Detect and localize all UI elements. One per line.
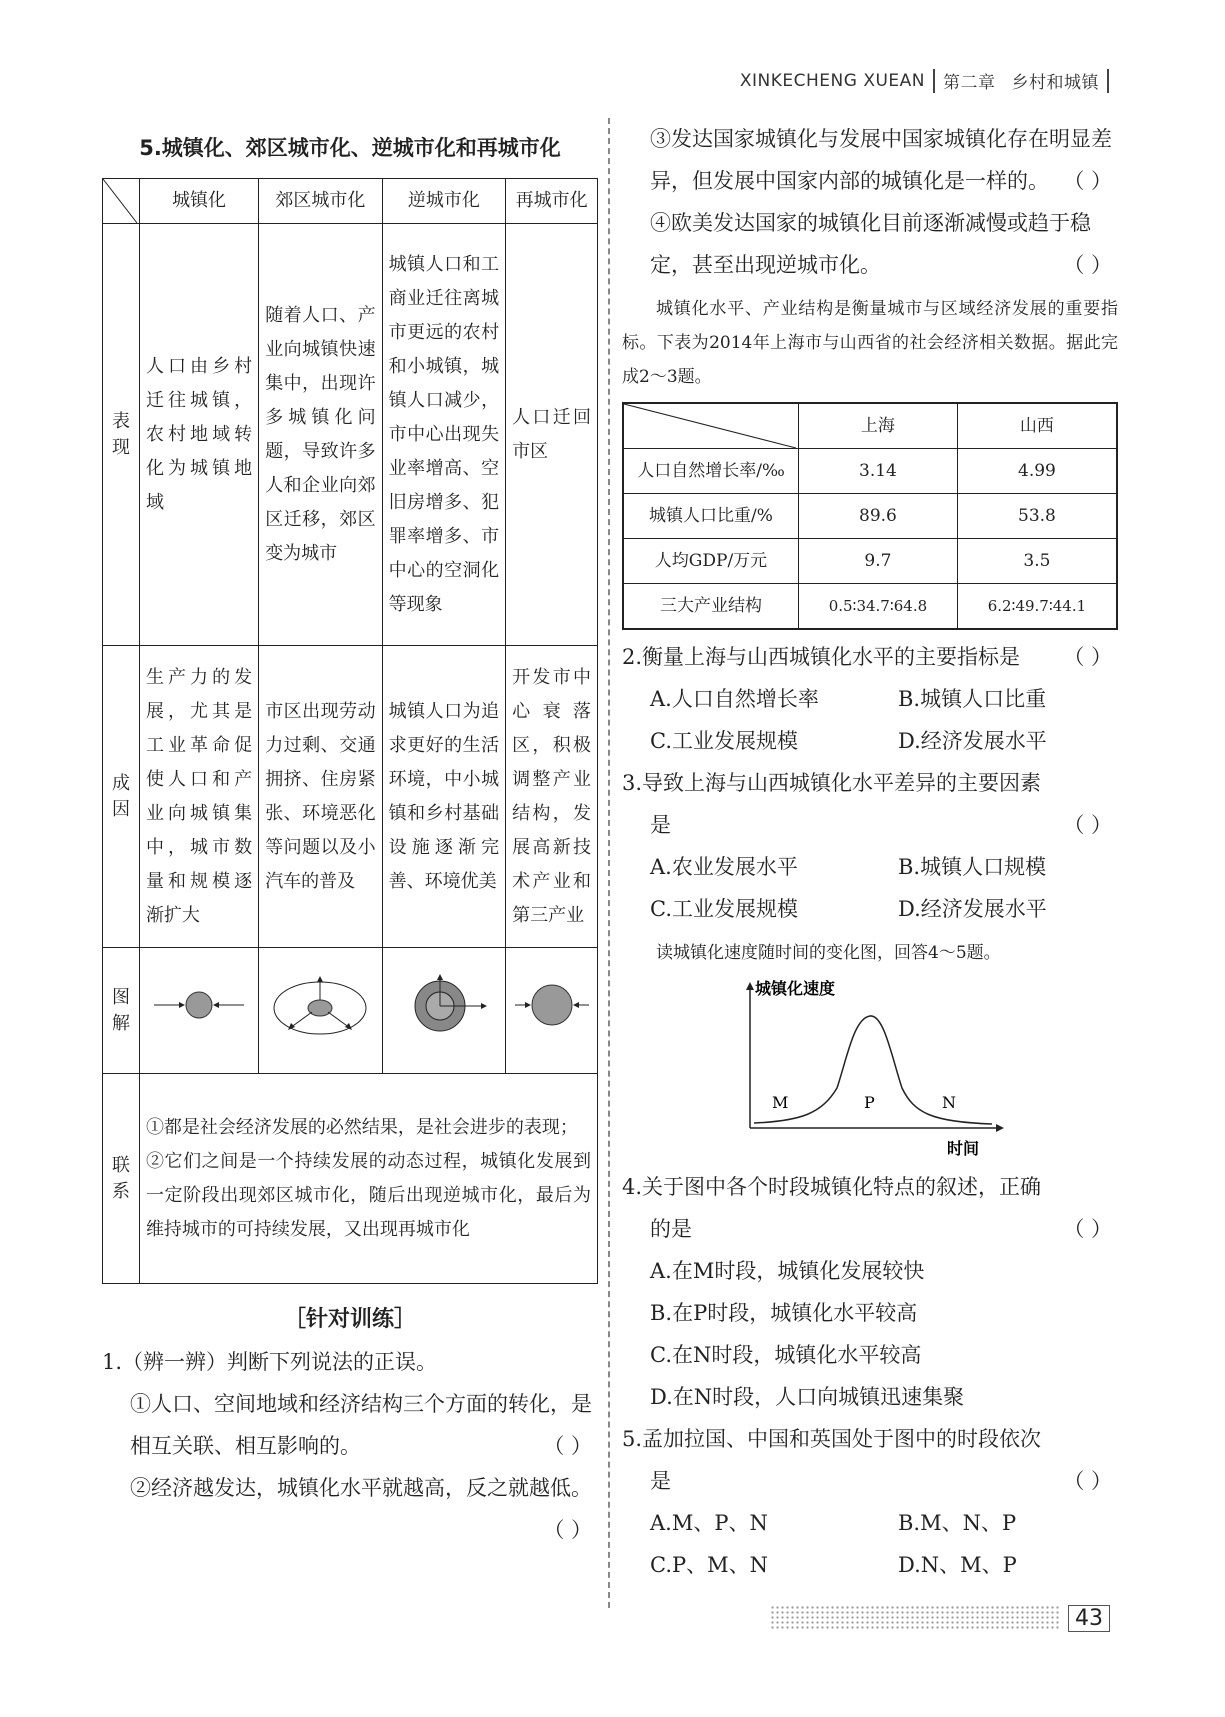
diagram-reurbanization: [506, 948, 598, 1074]
intro-2-3: 城镇化水平、产业结构是衡量城市与区域经济发展的重要指标。下表为2014年上海市与山西省的社会经济相关数据。据此完成2～3题。: [622, 299, 1118, 387]
option: B.在P时段，城镇化水平较高: [650, 1301, 918, 1325]
x-axis-label: 时间: [947, 1139, 980, 1158]
drill-title: ［针对训练］: [283, 1307, 416, 1332]
option: B.M、N、P: [898, 1511, 1017, 1535]
col-header: 城镇化: [139, 179, 258, 224]
col-header: 逆城市化: [382, 179, 505, 224]
intro-4-5: 读城镇化速度随时间的变化图，回答4～5题。: [656, 943, 1001, 963]
question-1: [102, 1341, 598, 1551]
answer-paren: （ ）: [1063, 813, 1112, 837]
table-cell: 6.2∶49.7∶44.1: [957, 584, 1117, 630]
header-code: XINKECHENG XUEAN: [739, 70, 925, 91]
urbanization-table: [102, 178, 598, 1284]
answer-paren: （ ）: [1063, 645, 1112, 669]
col-header: 再城市化: [506, 179, 598, 224]
option: C.工业发展规模: [650, 897, 798, 921]
option: D.在N时段，人口向城镇迅速集聚: [650, 1385, 965, 1409]
urbanization-speed-figure: [622, 978, 1118, 1158]
option: A.人口自然增长率: [650, 687, 819, 711]
corner-cell: [103, 179, 140, 224]
label-n: N: [942, 1093, 956, 1112]
col-header: 郊区城市化: [259, 179, 382, 224]
y-axis-label: 城镇化速度: [755, 979, 836, 998]
row-label: 三大产业结构: [623, 584, 799, 630]
option: D.N、M、P: [898, 1553, 1017, 1577]
shanghai-shanxi-table: [622, 402, 1118, 630]
corner-cell: [623, 403, 799, 449]
label-p: P: [864, 1093, 875, 1112]
question-4: 4.关于图中各个时段城镇化特点的叙述，正确 的是 （ ） A.在M时段，城镇化发展较快 B.在P时段，城镇化水平较高 C.在N时段，城镇化水平较高 D.在N时段，人口向城镇迅速集聚: [622, 1166, 1118, 1418]
diagram-suburbanization: [259, 948, 382, 1074]
table-cell: 城镇人口和工商业迁往离城市更远的农村和小城镇，城镇人口减少，市中心出现失业率增高、空旧房增多、犯罪率增多、市中心的空洞化等现象: [382, 224, 505, 646]
header-topic: 乡村和城镇: [1011, 73, 1099, 93]
row-header: 成因: [103, 646, 140, 948]
table-cell: 3.5: [957, 539, 1117, 584]
answer-paren: （ ）: [543, 1518, 592, 1542]
table-cell: 生产力的发展，尤其是工业革命促使人口和产业向城镇集中，城市数量和规模逐渐扩大: [139, 646, 258, 948]
option: C.在N时段，城镇化水平较高: [650, 1343, 922, 1367]
row-label: 城镇人口比重/%: [623, 494, 799, 539]
table-cell: 89.6: [799, 494, 958, 539]
q5-stem: 5.孟加拉国、中国和英国处于图中的时段依次: [622, 1427, 1042, 1451]
col-header: 山西: [957, 403, 1117, 449]
diagram-urbanization: [139, 948, 258, 1074]
table-cell: 人口由乡村迁往城镇，农村地域转化为城镇地域: [139, 224, 258, 646]
q1-item-3: ③发达国家城镇化与发展中国家城镇化存在明显差异，但发展中国家内部的城镇化是一样的。 （ ）: [622, 118, 1118, 202]
answer-paren: （ ）: [1063, 169, 1112, 193]
diagram-counterurbanization: [382, 948, 505, 1074]
option: C.P、M、N: [650, 1553, 769, 1577]
answer-paren: （ ）: [1063, 1217, 1112, 1241]
page-number: 43: [1068, 1605, 1110, 1632]
q1-item-4: ④欧美发达国家的城镇化目前逐渐减慢或趋于稳定，甚至出现逆城市化。 （ ）: [622, 202, 1118, 286]
table-cell: 市区出现劳动力过剩、交通拥挤、住房紧张、环境恶化等问题以及小汽车的普及: [259, 646, 382, 948]
option: A.在M时段，城镇化发展较快: [650, 1259, 925, 1283]
option: C.工业发展规模: [650, 729, 798, 753]
table-cell: 开发市中心衰落区，积极调整产业结构，发展高新技术产业和第三产业: [506, 646, 598, 948]
section-title: 5.城镇化、郊区城市化、逆城市化和再城市化: [139, 136, 561, 160]
table-cell: 4.99: [957, 449, 1117, 494]
question-5: 5.孟加拉国、中国和英国处于图中的时段依次 是 （ ） A.M、P、N B.M、N、P C.P、M、N D.N、M、P: [622, 1418, 1118, 1586]
right-column: [622, 118, 1118, 1586]
option: D.经济发展水平: [898, 729, 1047, 753]
page-header: [740, 68, 1117, 93]
relation-p1: ①都是社会经济发展的必然结果，是社会进步的表现；: [145, 1116, 578, 1138]
table-cell: 随着人口、产业向城镇快速集中，出现许多城镇化问题，导致许多人和企业向郊区迁移，郊区变为城市: [259, 224, 382, 646]
column-divider: [608, 118, 610, 1608]
relation-cell: [139, 1074, 597, 1284]
option: D.经济发展水平: [898, 897, 1047, 921]
table-cell: 城镇人口为追求更好的生活环境，中小城镇和乡村基础设施逐渐完善、环境优美: [382, 646, 505, 948]
question-2: [622, 636, 1118, 762]
table-cell: 人口迁回市区: [506, 224, 598, 646]
answer-paren: （ ）: [1063, 253, 1112, 277]
table-cell: 0.5∶34.7∶64.8: [799, 584, 958, 630]
q1-stem: 1.（辨一辨）判断下列说法的正误。: [102, 1350, 438, 1374]
table-cell: 3.14: [799, 449, 958, 494]
row-header: 表现: [103, 224, 140, 646]
row-header: 联系: [103, 1074, 140, 1284]
table-cell: 53.8: [957, 494, 1117, 539]
row-header: 图解: [103, 948, 140, 1074]
question-3: 3.导致上海与山西城镇化水平差异的主要因素 是 （ ） A.农业发展水平 B.城镇人口规模 C.工业发展规模 D.经济发展水平: [622, 762, 1118, 930]
option: A.M、P、N: [650, 1511, 768, 1535]
option: B.城镇人口规模: [898, 855, 1047, 879]
label-m: M: [772, 1093, 789, 1112]
q1-item-2: ②经济越发达，城镇化水平就越高，反之就越低。: [130, 1476, 592, 1500]
header-chapter: 第二章: [943, 73, 996, 93]
relation-p2: ②它们之间是一个持续发展的动态过程，城镇化发展到一定阶段出现郊区城市化，随后出现逆城市化，最后为维持城市的可持续发展，又出现再城市化: [145, 1150, 591, 1240]
q4-stem: 4.关于图中各个时段城镇化特点的叙述，正确: [622, 1175, 1042, 1199]
q2-stem: 2.衡量上海与山西城镇化水平的主要指标是: [622, 645, 1021, 669]
q1-item-1: ①人口、空间地域和经济结构三个方面的转化，是相互关联、相互影响的。 （ ）: [102, 1383, 598, 1467]
footer-dots: [770, 1605, 1060, 1629]
table-cell: 9.7: [799, 539, 958, 584]
col-header: 上海: [799, 403, 958, 449]
answer-paren: （ ）: [543, 1434, 592, 1458]
q3-stem: 3.导致上海与山西城镇化水平差异的主要因素: [622, 771, 1042, 795]
left-column: [102, 128, 598, 1551]
option: B.城镇人口比重: [898, 687, 1047, 711]
answer-paren: （ ）: [1063, 1469, 1112, 1493]
row-label: 人均GDP/万元: [623, 539, 799, 584]
row-label: 人口自然增长率/‰: [623, 449, 799, 494]
option: A.农业发展水平: [650, 855, 798, 879]
